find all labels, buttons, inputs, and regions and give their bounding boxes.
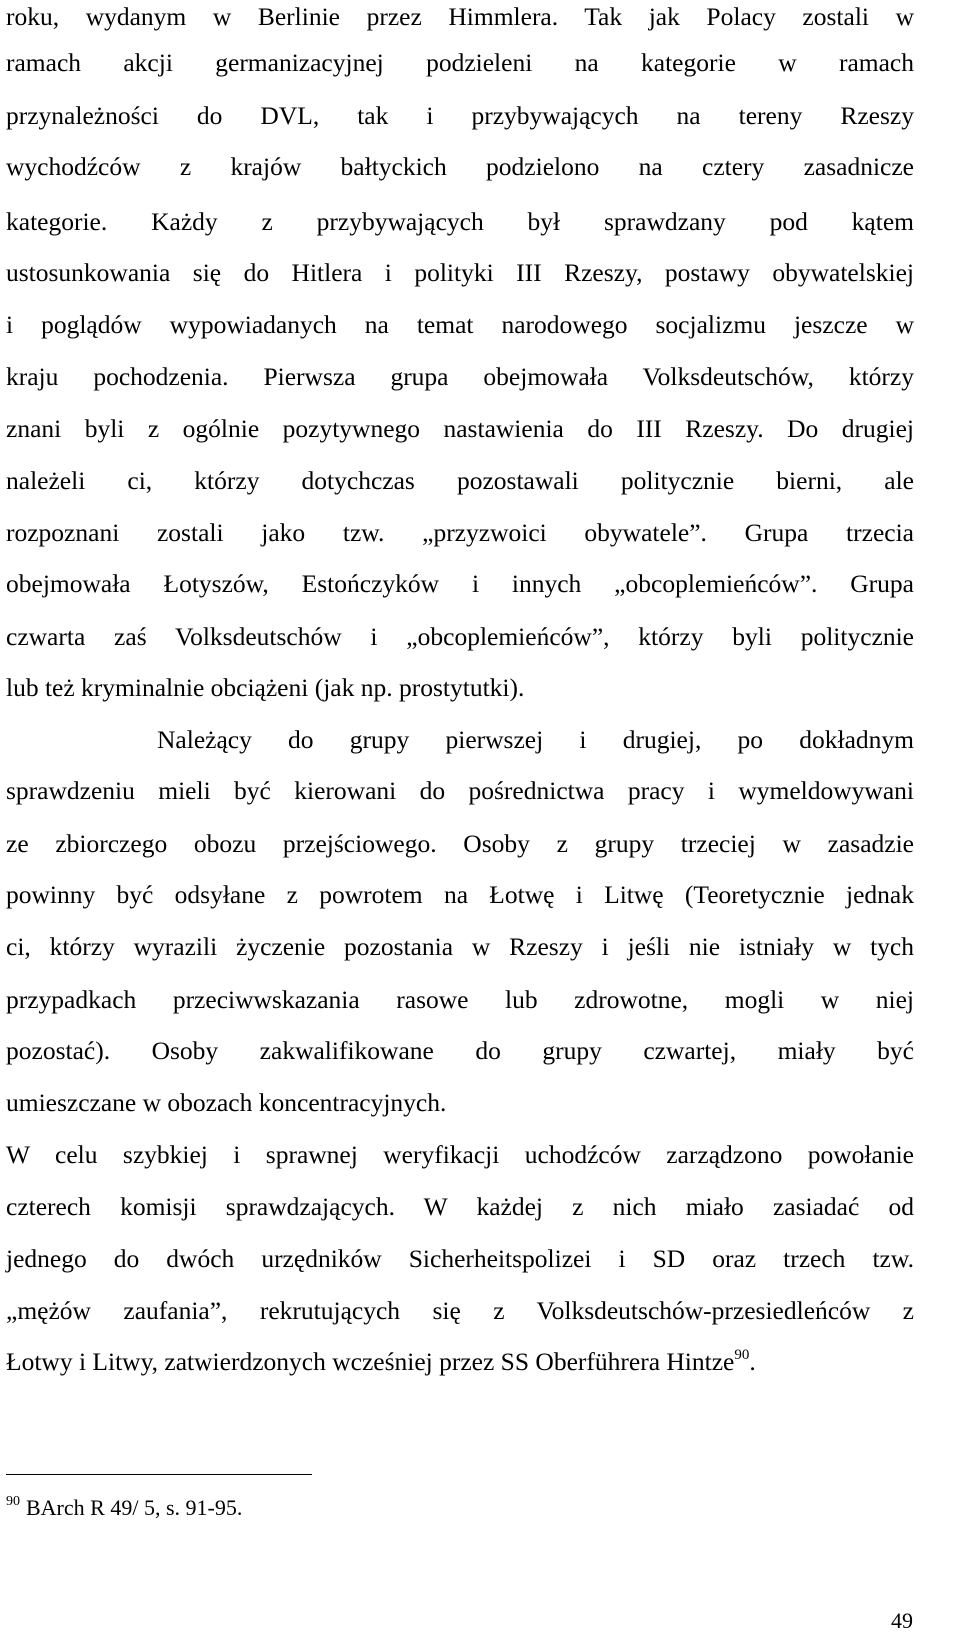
footnote-reference[interactable]: 90 (734, 1347, 750, 1363)
text-line: lub też kryminalnie obciążeni (jak np. prostytutki). (6, 673, 525, 702)
text-line: umieszczane w obozach koncentracyjnych. (6, 1088, 447, 1117)
footnote (6, 1494, 242, 1521)
text-line: ci, którzy wyrazili życzenie pozostania w Rzeszy i jeśli nie istniały w tych (6, 932, 914, 961)
text-line: sprawdzeniu mieli być kierowani do pośrednictwa pracy i wymeldowywani (6, 776, 914, 805)
text-line: wychodźców z krajów bałtyckich podzielono na cztery zasadnicze (6, 152, 914, 181)
page-number: 49 (891, 1608, 913, 1633)
text-line: powinny być odsyłane z powrotem na Łotwę i Litwę (Teoretycznie jednak (6, 880, 914, 909)
text-line: roku, wydanym w Berlinie przez Himmlera. Tak jak Polacy zostali w (6, 2, 914, 31)
text-line: i poglądów wypowiadanych na temat narodowego socjalizmu jeszcze w (6, 310, 914, 339)
text-line: należeli ci, którzy dotychczas pozostawali politycznie bierni, ale (6, 466, 914, 495)
text-line: ramach akcji germanizacyjnej podzieleni na kategorie w ramach (6, 48, 914, 77)
text-line: pozostać). Osoby zakwalifikowane do grupy czwartej, miały być (6, 1036, 914, 1065)
text-line: W celu szybkiej i sprawnej weryfikacji uchodźców zarządzono powołanie (6, 1140, 914, 1169)
text-line: czwarta zaś Volksdeutschów i „obcoplemieńców”, którzy byli politycznie (6, 622, 914, 651)
footnote-text: BArch R 49/ 5, s. 91-95. (26, 1495, 243, 1520)
text-line: kategorie. Każdy z przybywających był sprawdzany pod kątem (6, 207, 914, 236)
footnote-separator (6, 1474, 312, 1475)
text-line: jednego do dwóch urzędników Sicherheitspolizei i SD oraz trzech tzw. (6, 1244, 914, 1273)
text-line: znani byli z ogólnie pozytywnego nastawienia do III Rzeszy. Do drugiej (6, 414, 914, 443)
text-line: rozpoznani zostali jako tzw. „przyzwoici obywatele”. Grupa trzecia (6, 518, 914, 547)
text-line: ze zbiorczego obozu przejściowego. Osoby z grupy trzeciej w zasadzie (6, 829, 914, 858)
text-line: Należący do grupy pierwszej i drugiej, po dokładnym (157, 725, 914, 754)
text-line: kraju pochodzenia. Pierwsza grupa obejmowała Volksdeutschów, którzy (6, 362, 914, 391)
text-line: przypadkach przeciwwskazania rasowe lub zdrowotne, mogli w niej (6, 985, 914, 1014)
text-line-content: Łotwy i Litwy, zatwierdzonych wcześniej przez SS Oberführera Hintze (6, 1347, 735, 1376)
footnote-number: 90 (6, 1494, 20, 1509)
sentence-end: . (749, 1347, 756, 1376)
text-line: czterech komisji sprawdzających. W każdej z nich miało zasiadać od (6, 1192, 914, 1221)
text-line: „mężów zaufania”, rekrutujących się z Volksdeutschów-przesiedleńców z (6, 1296, 914, 1325)
text-line: przynależności do DVL, tak i przybywających na tereny Rzeszy (6, 101, 914, 130)
text-line: obejmowała Łotyszów, Estończyków i innych „obcoplemieńców”. Grupa (6, 569, 914, 598)
text-line-last (6, 1347, 914, 1377)
text-line: ustosunkowania się do Hitlera i polityki III Rzeszy, postawy obywatelskiej (6, 258, 914, 287)
